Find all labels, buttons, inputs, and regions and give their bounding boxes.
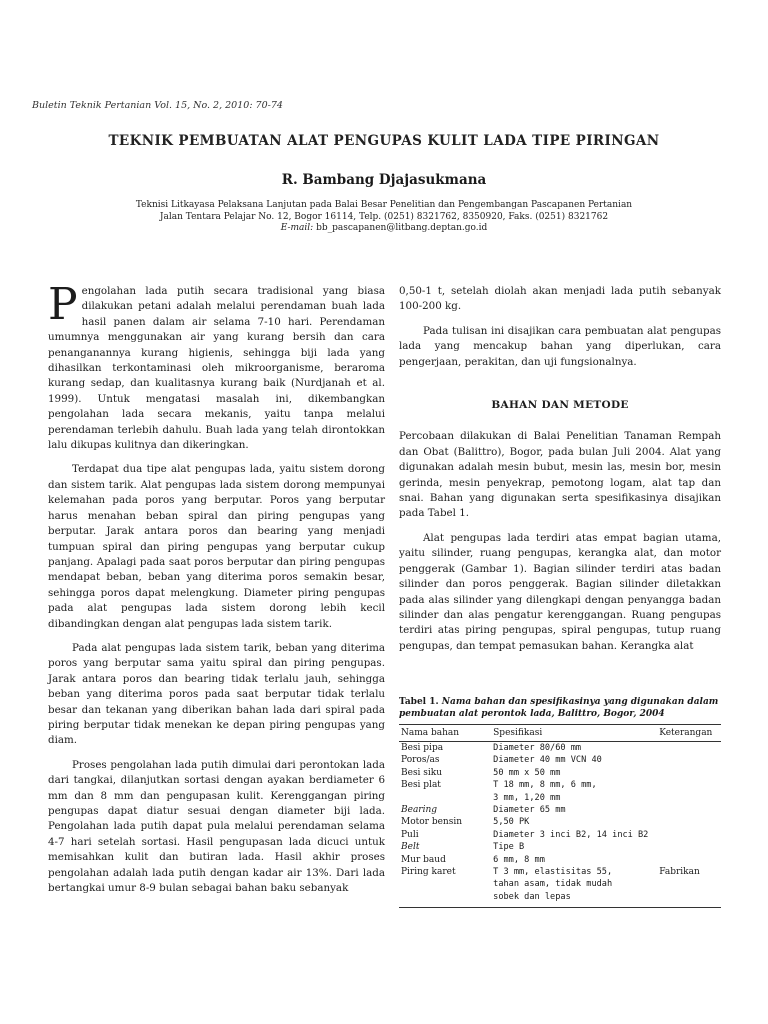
table-cell [657, 792, 721, 804]
table-row [399, 878, 721, 890]
table-header: Spesifikasi [491, 725, 657, 742]
table-cell [399, 891, 491, 908]
table-cell [657, 816, 721, 828]
table-row [399, 792, 721, 804]
table-cell: Besi plat [401, 780, 441, 791]
table-cell [399, 792, 491, 804]
paragraph-7: Percobaan dilakukan di Balai Penelitian Tanaman Rempah dan Obat (Balittro), Bogor, pada bulan Juli 2004. Alat yang digunakan adalah mesin bubut, mesin las, mesin bor, mesin gerinda, mesin penyekrap, pemotong logam, alat tap dan snai. Bahan yang digunakan serta spesifikasinya disajikan pada Tabel 1. [399, 430, 721, 520]
table-row [399, 804, 721, 816]
table-cell [657, 878, 721, 890]
paragraph-6: Pada tulisan ini disajikan cara pembuatan alat pengupas lada yang mencakup bahan yang diperlukan, cara pengerjaan, perakitan, dan uji fungsionalnya. [399, 324, 721, 368]
table-header: Keterangan [657, 725, 721, 742]
table-cell: T 18 mm, 8 mm, 6 mm, [493, 780, 597, 791]
table-row [399, 754, 721, 766]
table-cell: 50 mm x 50 mm [493, 767, 561, 778]
table-row [399, 767, 721, 779]
table-cell [399, 878, 491, 890]
table-caption-text: Nama bahan dan spesifikasinya yang digunakan dalam pembuatan alat perontok lada, Balittro, Bogor, 2004 [399, 697, 719, 719]
table-cell [657, 841, 721, 853]
table-header-row [399, 725, 721, 742]
table-cell: Tipe B [493, 842, 525, 853]
paper-title: TEKNIK PEMBUATAN ALAT PENGUPAS KULIT LADA TIPE PIRINGAN [108, 133, 660, 149]
paragraph-2: Terdapat dua tipe alat pengupas lada, yaitu sistem dorong dan sistem tarik. Alat pengupas lada sistem dorong mempunyai kelemahan pada poros yang berputar. Poros yang berputar harus menahan beban spiral dan piring pengupas yang berputar. Jarak antara poros dan bearing yang menjadi tumpuan spiral dan piring pengupas yang berputar cukup panjang. Apalagi pada saat poros berputar dan piring pengupas mendapat beban, beban yang diterima poros semakin besar, sehingga poros dapat melengkung. Diameter piring pengupas pada alat pengupas lada sistem dorong lebih kecil dibandingkan dengan alat pengupas lada sistem tarik. [48, 463, 385, 630]
table-row [399, 854, 721, 866]
table-cell: Diameter 65 mm [493, 805, 566, 816]
table-cell: sobek dan lepas [491, 891, 657, 908]
affiliation [0, 200, 768, 235]
right-column [399, 284, 721, 663]
paragraph-4: Proses pengolahan lada putih dimulai dari perontokan lada dari tangkai, dilanjutkan sortasi dengan ayakan berdiameter 6 mm dan 8 mm dan pengupasan kulit. Kerenggangan piring pengupas dapat diatur sesuai dengan diameter biji lada. Pengolahan lada putih dapat pula melalui perendaman selama 4-7 hari setelah sortasi. Hasil pengupasan lada dicuci untuk memisahkan kulit dan butiran lada. Hasil akhir proses pengolahan adalah lada putih dengan kadar air 13%. Dari lada bertangkai umur 8-9 bulan sebagai bahan baku sebanyak [48, 758, 385, 895]
table-row [399, 816, 721, 828]
drop-cap: P [48, 279, 78, 330]
table-cell: Fabrikan [659, 867, 700, 878]
table-caption-label: Tabel 1. [399, 697, 439, 707]
affiliation-line-2: Jalan Tentara Pelajar No. 12, Bogor 16114, Telp. (0251) 8321762, 8350920, Faks. (0251) 8321762 [159, 211, 609, 222]
table-cell [657, 854, 721, 866]
paragraph-1 [48, 279, 385, 453]
paragraph-1-text: engolahan lada putih secara tradisional yang biasa dilakukan petani adalah melalui perendaman buah lada hasil panen dalam air selama 7-10 hari. Perendaman umumnya menggunakan air yang kurang bersih dan cara penanganannya kurang higienis, sehingga biji lada yang dihasilkan terkontaminasi oleh mikroorganisme, beraroma kurang sedap, dan kualitasnya kurang baik (Nurdjanah et al. 1999). Untuk mengatasi masalah ini, dikembangkan pengolahan lada secara mekanis, yaitu tanpa melalui perendaman terlebih dahulu. Buah lada yang telah dirontokkan lalu dikupas kulitnya dan dikeringkan. [48, 285, 385, 452]
email-address: bb_pascapanen@litbang.deptan.go.id [316, 223, 488, 233]
table-header: Nama bahan [399, 725, 491, 742]
table-cell: Puli [401, 829, 419, 840]
email-line [0, 223, 768, 235]
paragraph-5: 0,50-1 t, setelah diolah akan menjadi lada putih sebanyak 100-200 kg. [399, 285, 721, 313]
spec-table [399, 724, 721, 908]
table-caption [399, 696, 721, 720]
table-cell [657, 891, 721, 908]
table-body [399, 742, 721, 908]
table-cell [657, 754, 721, 766]
table-cell [657, 779, 721, 791]
table-cell: Diameter 40 mm VCN 40 [493, 755, 602, 766]
table-cell: 3 mm, 1,20 mm [493, 792, 561, 803]
table-row [399, 829, 721, 841]
table-cell: 6 mm, 8 mm [493, 854, 545, 865]
table-cell: Diameter 3 inci B2, 14 inci B2 [493, 829, 649, 840]
table-cell: tahan asam, tidak mudah [493, 879, 613, 890]
table-row [399, 779, 721, 791]
table-cell: Bearing [401, 805, 438, 816]
author-name: R. Bambang Djajasukmana [281, 172, 487, 188]
table-row [399, 891, 721, 908]
table-row [399, 866, 721, 878]
table-row [399, 841, 721, 853]
table-cell: Motor bensin [401, 817, 463, 828]
affiliation-line-1: Teknisi Litkayasa Pelaksana Lanjutan pada Balai Besar Penelitian dan Pengembangan Pascapanen Pertanian [135, 200, 633, 210]
journal-citation: Buletin Teknik Pertanian Vol. 15, No. 2, 2010: 70-74 [32, 100, 283, 111]
table-cell [657, 742, 721, 755]
left-column [48, 279, 385, 905]
paragraph-8: Alat pengupas lada terdiri atas empat bagian utama, yaitu silinder, ruang pengupas, kerangka alat, dan motor penggerak (Gambar 1). Bagian silinder terdiri atas badan silinder dan poros penggerak. Bagian silinder diletakkan pada alas silinder yang dilengkapi dengan penyangga badan silinder dan alas pengatur kerenggangan. Ruang pengupas terdiri atas piring pengupas, spiral pengupas, tutup ruang pengupas, dan tempat pemasukan bahan. Kerangka alat [399, 531, 721, 652]
table-row [399, 742, 721, 755]
section-heading: BAHAN DAN METODE [491, 399, 629, 412]
table-cell: Piring karet [401, 867, 456, 878]
table-cell: T 3 mm, elastisitas 55, [493, 867, 613, 878]
table-cell: Besi pipa [401, 743, 444, 753]
table-cell: Poros/as [401, 755, 440, 766]
table-cell: 5,50 PK [493, 817, 530, 828]
paragraph-3: Pada alat pengupas lada sistem tarik, beban yang diterima poros yang berputar sama yaitu spiral dan piring pengupas. Jarak antara poros dan bearing tidak terlalu jauh, sehingga beban yang diterima poros pada saat berputar tidak terlalu besar dan tekanan yang diberikan bahan lada dari spiral pada piring berputar tidak menekan ke depan piring pengupas yang diam. [48, 641, 385, 747]
table-cell [657, 804, 721, 816]
table-cell: Diameter 80/60 mm [493, 743, 582, 753]
email-label: E-mail: [280, 223, 314, 233]
table-cell: Mur baud [401, 854, 446, 865]
table-cell: Besi siku [401, 767, 443, 778]
table-cell [657, 767, 721, 779]
table-cell [657, 829, 721, 841]
table-cell: Belt [401, 842, 420, 853]
